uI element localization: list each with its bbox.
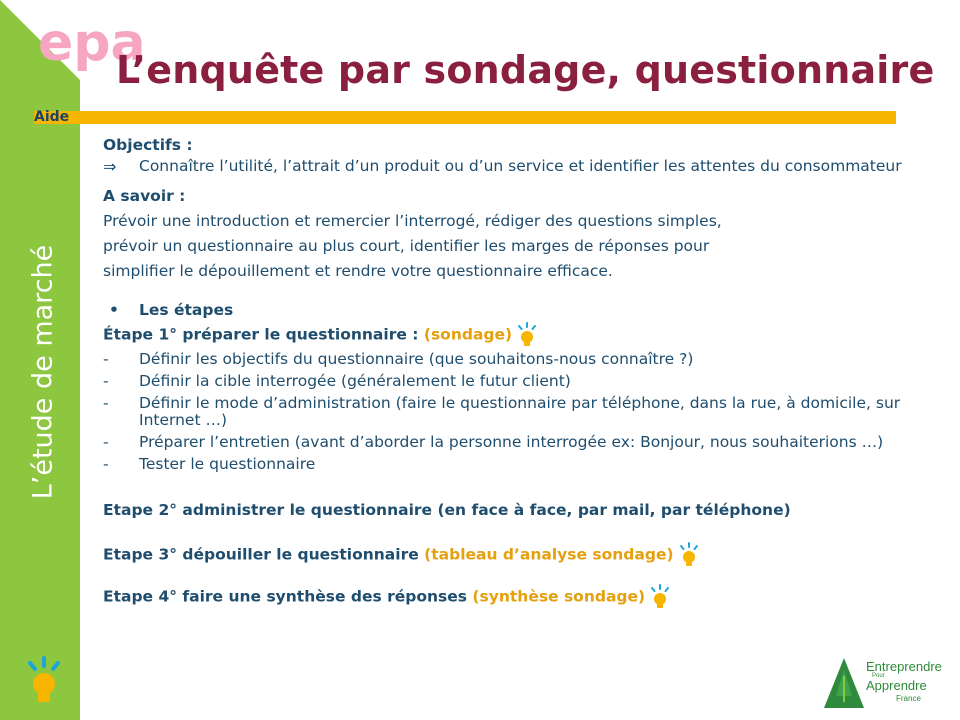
step1-item: [103, 434, 913, 451]
epa-logo: [38, 12, 146, 73]
step1-item-text: Tester le questionnaire: [139, 455, 316, 473]
step2-title: Etape 2° administrer le questionnaire (en face à face, par mail, par téléphone): [103, 501, 791, 519]
arrow-right-icon: ⇒: [103, 157, 117, 176]
synthese-link[interactable]: (synthèse sondage): [472, 587, 646, 606]
step3-title: Etape 3° dépouiller le questionnaire: [103, 545, 425, 564]
svg-text:epa: epa: [38, 13, 146, 73]
objectifs-text: Connaître l’utilité, l’attrait d’un produit ou d’un service et identifier les attentes du consommateur: [139, 157, 902, 175]
eap-triangle-icon: [822, 656, 866, 714]
step1-item-text: Définir les objectifs du questionnaire (que souhaitons-nous connaître ?): [139, 350, 694, 368]
eap-line1: Entreprendre: [866, 659, 942, 674]
step1-item-text: Définir le mode d’administration (faire le questionnaire par téléphone, dans la rue, à domicile, sur Internet …): [139, 394, 901, 429]
savoir-heading: A savoir :: [103, 187, 186, 205]
page-title: L’enquête par sondage, questionnaire: [116, 48, 935, 92]
bullet-icon: •: [109, 301, 119, 319]
sondage-link[interactable]: (sondage): [423, 325, 513, 344]
step1-item: [103, 373, 913, 390]
sidebar-title: L’étude de marché: [27, 244, 59, 500]
objectifs-item: [103, 158, 913, 175]
entreprendre-pour-apprendre-logo: [822, 656, 952, 716]
step4-line: [103, 583, 913, 611]
lightbulb-icon: [24, 654, 64, 708]
title-underline-bar: [34, 111, 896, 124]
savoir-line: prévoir un questionnaire au plus court, identifier les marges de réponses pour: [103, 237, 710, 255]
dash-marker: -: [103, 372, 109, 390]
step4-title: Etape 4° faire une synthèse des réponses: [103, 587, 473, 606]
lightbulb-icon[interactable]: [648, 583, 672, 611]
savoir-line: Prévoir une introduction et remercier l’interrogé, rédiger des questions simples,: [103, 212, 722, 230]
dash-marker: -: [103, 394, 109, 412]
savoir-line: simplifier le dépouillement et rendre votre questionnaire efficace.: [103, 262, 613, 280]
step1-line: [103, 321, 913, 349]
dash-marker: -: [103, 455, 109, 473]
tableau-analyse-link[interactable]: (tableau d’analyse sondage): [424, 545, 674, 564]
eap-text: [866, 660, 942, 705]
step1-item-text: Préparer l’entretien (avant d’aborder la personne interrogée ex: Bonjour, nous souhaiterions …): [139, 433, 884, 451]
lightbulb-icon[interactable]: [515, 321, 539, 349]
step1-title: Étape 1° préparer le questionnaire :: [103, 325, 424, 344]
etapes-heading: Les étapes: [139, 301, 234, 319]
lightbulb-icon[interactable]: [677, 541, 701, 569]
eap-line2: Apprendre: [866, 678, 927, 693]
eap-pour: Pour: [872, 673, 885, 679]
dash-marker: -: [103, 350, 109, 368]
step1-item: [103, 456, 913, 473]
eap-line3: France: [896, 694, 921, 703]
dash-marker: -: [103, 433, 109, 451]
step1-item: [103, 395, 913, 429]
step1-item-text: Définir la cible interrogée (généralement le futur client): [139, 372, 571, 390]
etapes-bullet: [103, 302, 913, 319]
content-body: [103, 136, 913, 611]
aide-link[interactable]: Aide: [34, 109, 70, 125]
objectifs-heading: Objectifs :: [103, 136, 193, 154]
step1-item: [103, 351, 913, 368]
step3-line: [103, 541, 913, 569]
